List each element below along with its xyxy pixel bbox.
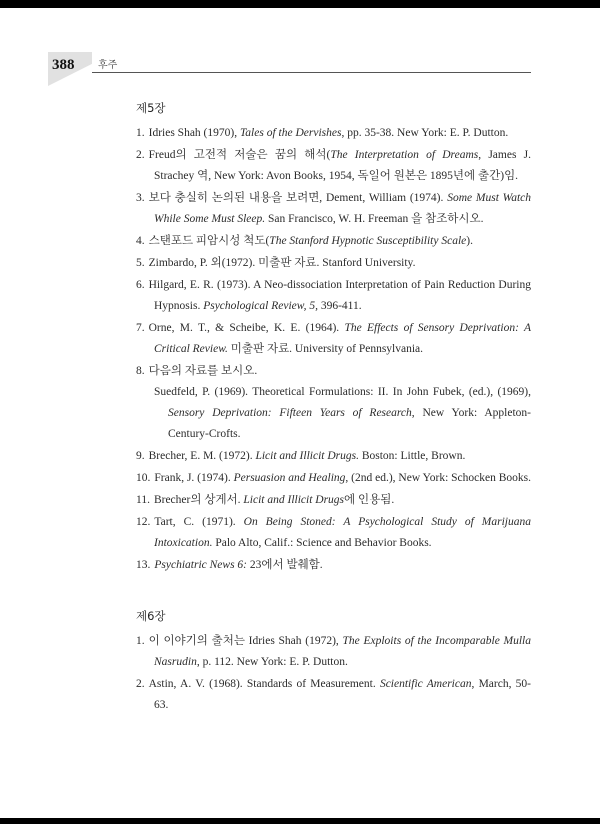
note-text: 보다 충실히 논의된 내용을 보려면, Dement, William (1974).: [148, 192, 448, 204]
endnotes: [136, 100, 531, 717]
sub-reference: [154, 382, 531, 445]
note-item: [136, 188, 531, 230]
note-title: The Effects of Sensory Deprivation: A Critical Review.: [154, 322, 532, 355]
note-title: The Stanford Hypnotic Susceptibility Scale: [269, 235, 467, 247]
note-number: 9.: [136, 450, 145, 462]
note-text: 다음의 자료를 보시오.: [148, 365, 258, 377]
note-text: 스탠포드 피암시성 척도(: [148, 235, 270, 247]
note-text-after: , (2nd ed.), New York: Schocken Books.: [345, 472, 531, 484]
note-text: Hilgard, E. R. (1973). A Neo-dissociation Interpretation of Pain Reduction During Hypnosis.: [148, 279, 531, 312]
note-text: Brecher의 상게서.: [153, 494, 244, 506]
note-number: 11.: [136, 494, 150, 506]
note-number: 2.: [136, 678, 145, 690]
note-number: 2.: [136, 149, 145, 161]
top-border: [0, 0, 600, 8]
note-number: 7.: [136, 322, 145, 334]
note-title: Some Must Watch While Some Must Sleep.: [154, 192, 532, 225]
running-head: 후주: [98, 60, 118, 71]
note-title: Licit and Illicit Drugs: [243, 494, 345, 506]
note-text: 이 이야기의 출처는 Idries Shah (1972),: [148, 635, 343, 647]
note-item: [136, 253, 531, 274]
note-number: 12.: [136, 516, 151, 528]
note-text: Orne, M. T., & Scheibe, K. E. (1964).: [148, 322, 345, 334]
note-number: 3.: [136, 192, 145, 204]
note-item: [136, 231, 531, 252]
note-text: Suedfeld, P. (1969). Theoretical Formulations: II. In John Fubek, (ed.), (1969),: [154, 386, 531, 398]
chapter-heading: 제5장: [136, 101, 166, 115]
note-text: Idries Shah (1970),: [148, 127, 240, 139]
note-text-after: Palo Alto, Calif.: Science and Behavior Books.: [212, 537, 432, 549]
note-item: [136, 512, 531, 554]
note-item: [136, 145, 531, 187]
note-item: [136, 123, 531, 144]
note-title: On Being Stoned: A Psychological Study of Marijuana Intoxication.: [154, 516, 531, 549]
note-text-after: 396-411.: [317, 300, 362, 312]
note-text-after: ).: [466, 235, 473, 247]
note-item: [136, 468, 531, 489]
note-title: Psychiatric News 6:: [154, 559, 247, 571]
note-number: 13.: [136, 559, 151, 571]
note-item: [136, 275, 531, 317]
note-item: [136, 490, 531, 511]
note-text: Zimbardo, P. 외(1972). 미출판 자료. Stanford University.: [148, 257, 416, 269]
note-title: The Interpretation of Dreams: [330, 149, 479, 161]
note-text: Brecher, E. M. (1972).: [148, 450, 256, 462]
note-item: [136, 555, 531, 576]
note-text: Frank, J. (1974).: [154, 472, 234, 484]
note-text-after: , March, 50-63.: [154, 678, 532, 711]
note-text-after: 에 인용됨.: [344, 494, 395, 506]
note-title: Persuasion and Healing: [233, 472, 346, 484]
note-title: Scientific American: [379, 678, 472, 690]
note-number: 10.: [136, 472, 151, 484]
note-text-after: , James J. Strachey 역, New York: Avon Books, 1954, 독일어 원본은 1895년에 출간)임.: [154, 149, 531, 182]
note-text: Astin, A. V. (1968). Standards of Measurement.: [148, 678, 380, 690]
note-item: [136, 631, 531, 673]
page-header: [0, 50, 600, 90]
page-number: 388: [52, 57, 75, 73]
note-number: 4.: [136, 235, 145, 247]
note-text-after: 23에서 발췌함.: [247, 559, 323, 571]
note-number: 6.: [136, 279, 145, 291]
chapter-heading: 제6장: [136, 609, 166, 623]
note-text-after: , p. 112. New York: E. P. Dutton.: [196, 656, 348, 668]
header-rule: [92, 72, 531, 73]
note-number: 1.: [136, 635, 145, 647]
note-number: 8.: [136, 365, 145, 377]
note-text-after: 미출판 자료. University of Pennsylvania.: [227, 343, 424, 355]
note-title: Sensory Deprivation: Fifteen Years of Research: [168, 407, 412, 419]
note-text-after: San Francisco, W. H. Freeman 을 참조하시오.: [265, 213, 484, 225]
note-title: Tales of the Dervishes: [239, 127, 342, 139]
note-text-after: , New York: Appleton- Century-Crofts.: [168, 407, 531, 440]
note-text-after: , pp. 35-38. New York: E. P. Dutton.: [341, 127, 509, 139]
note-item: [136, 446, 531, 467]
note-title: Licit and Illicit Drugs.: [255, 450, 359, 462]
note-text: Tart, C. (1971).: [154, 516, 244, 528]
note-text: Freud의 고전적 저술은 꿈의 해석(: [148, 149, 331, 161]
note-text-after: Boston: Little, Brown.: [358, 450, 466, 462]
note-item: [136, 674, 531, 716]
note-list: [136, 631, 531, 716]
note-item: [136, 318, 531, 360]
note-title: The Exploits of the Incomparable Mulla Nasrudin: [154, 635, 532, 668]
note-item: [136, 361, 531, 445]
note-title: Psychological Review, 5,: [203, 300, 318, 312]
note-list: [136, 123, 531, 576]
note-number: 1.: [136, 127, 145, 139]
note-number: 5.: [136, 257, 145, 269]
bottom-border: [0, 818, 600, 824]
